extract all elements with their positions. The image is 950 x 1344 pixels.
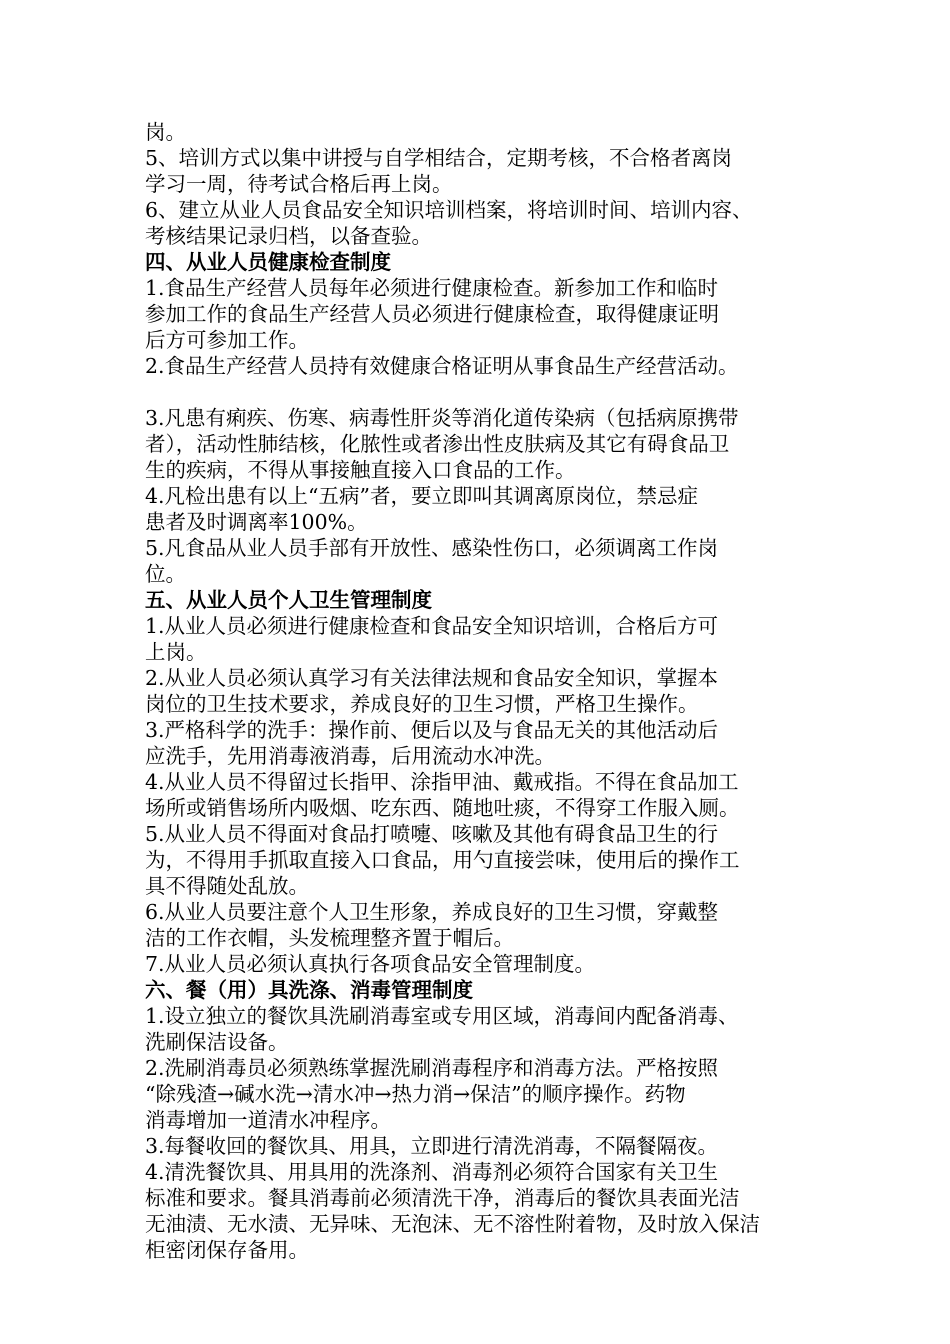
text-line: 消毒增加一道清水冲程序。 (145, 1108, 391, 1132)
section-heading-4: 四、从业人员健康检查制度 (145, 250, 391, 274)
text-line: 者），活动性肺结核，化脓性或者渗出性皮肤病及其它有碍食品卫 (145, 432, 730, 456)
text-line: 为，不得用手抓取直接入口食品，用勺直接尝味，使用后的操作工 (145, 848, 740, 872)
text-line: 具不得随处乱放。 (145, 874, 309, 898)
text-line: 1.设立独立的餐饮具洗刷消毒室或专用区域，消毒间内配备消毒、 (145, 1004, 739, 1028)
text-line: 学习一周，待考试合格后再上岗。 (145, 172, 453, 196)
text-line: 6、建立从业人员食品安全知识培训档案，将培训时间、培训内容、 (145, 198, 753, 222)
text-line: 3.每餐收回的餐饮具、用具，立即进行清洗消毒，不隔餐隔夜。 (145, 1134, 719, 1158)
document-page (145, 119, 825, 1263)
text-line: 应洗手，先用消毒液消毒，后用流动水冲洗。 (145, 744, 555, 768)
text-line: 3.凡患有痢疾、伤寒、病毒性肝炎等消化道传染病（包括病原携带 (145, 406, 739, 430)
text-line: 5、培训方式以集中讲授与自学相结合，定期考核，不合格者离岗 (145, 146, 733, 170)
text-line: 岗。 (145, 120, 186, 144)
text-line: 场所或销售场所内吸烟、吃东西、随地吐痰，不得穿工作服入厕。 (145, 796, 740, 820)
text-line: 1.食品生产经营人员每年必须进行健康检查。新参加工作和临时 (145, 276, 719, 300)
text-line: 标准和要求。餐具消毒前必须清洗干净，消毒后的餐饮具表面光洁 (145, 1186, 740, 1210)
text-line: 5.凡食品从业人员手部有开放性、感染性伤口，必须调离工作岗 (145, 536, 719, 560)
section-heading-6: 六、餐（用）具洗涤、消毒管理制度 (145, 978, 473, 1002)
text-line: 4.从业人员不得留过长指甲、涂指甲油、戴戒指。不得在食品加工 (145, 770, 739, 794)
text-line: 3.严格科学的洗手：操作前、便后以及与食品无关的其他活动后 (145, 718, 719, 742)
text-line: 患者及时调离率100%。 (145, 510, 368, 534)
text-line: 洁的工作衣帽，头发梳理整齐置于帽后。 (145, 926, 514, 950)
section-heading-5: 五、从业人员个人卫生管理制度 (145, 588, 432, 612)
text-line: 5.从业人员不得面对食品打喷嚏、咳嗽及其他有碍食品卫生的行 (145, 822, 719, 846)
text-line: 后方可参加工作。 (145, 328, 309, 352)
text-line: 考核结果记录归档，以备查验。 (145, 224, 432, 248)
text-line: 2.食品生产经营人员持有效健康合格证明从事食品生产经营活动。 (145, 354, 739, 378)
text-line: “除残渣→碱水洗→清水冲→热力消→保洁”的顺序操作。药物 (145, 1082, 686, 1106)
text-line: 2.从业人员必须认真学习有关法律法规和食品安全知识，掌握本 (145, 666, 719, 690)
text-line: 7.从业人员必须认真执行各项食品安全管理制度。 (145, 952, 596, 976)
blank-line (145, 379, 825, 405)
text-line: 6.从业人员要注意个人卫生形象，养成良好的卫生习惯，穿戴整 (145, 900, 719, 924)
text-line: 柜密闭保存备用。 (145, 1238, 309, 1262)
text-line: 参加工作的食品生产经营人员必须进行健康检查，取得健康证明 (145, 302, 719, 326)
text-line: 4.清洗餐饮具、用具用的洗涤剂、消毒剂必须符合国家有关卫生 (145, 1160, 719, 1184)
text-line: 生的疾病，不得从事接触直接入口食品的工作。 (145, 458, 576, 482)
text-line: 位。 (145, 562, 186, 586)
text-line: 1.从业人员必须进行健康检查和食品安全知识培训，合格后方可 (145, 614, 719, 638)
text-line: 洗刷保洁设备。 (145, 1030, 289, 1054)
text-line: 2.洗刷消毒员必须熟练掌握洗刷消毒程序和消毒方法。严格按照 (145, 1056, 719, 1080)
text-line: 4.凡检出患有以上“五病”者，要立即叫其调离原岗位，禁忌症 (145, 484, 699, 508)
text-line: 无油渍、无水渍、无异味、无泡沫、无不溶性附着物，及时放入保洁 (145, 1212, 760, 1236)
text-line: 上岗。 (145, 640, 207, 664)
text-line: 岗位的卫生技术要求，养成良好的卫生习惯，严格卫生操作。 (145, 692, 699, 716)
